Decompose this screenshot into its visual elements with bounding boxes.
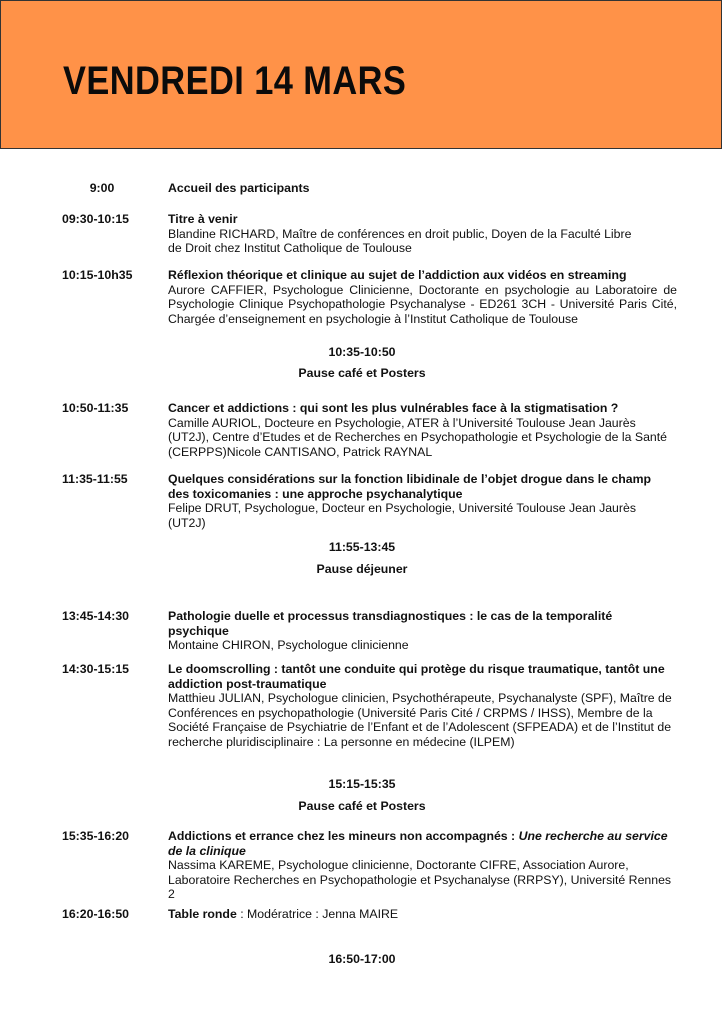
session-title: Accueil des participants [168,181,310,195]
session-time: 10:50-11:35 [62,401,129,415]
session-time: 09:30-10:15 [62,212,129,226]
session-title: Addictions et errance chez les mineurs non accompagnés : [168,829,519,843]
break-time: 11:55-13:45 [328,540,396,554]
break-time: 15:15-15:35 [328,777,396,791]
session-time: 9:00 [89,181,115,195]
session-title: Quelques considérations sur la fonction libidinale de l’objet drogue dans le champ des toxicomanies : une approche psychanalytique [168,472,652,501]
day-header [0,0,722,149]
break-time: 16:50-17:00 [328,952,396,966]
session-title-suffix: : Modératrice : Jenna MAIRE [236,907,399,921]
session-title: Pathologie duelle et processus transdiagnostiques : le cas de la temporalité psychique [168,609,613,638]
break-label: Pause café et Posters [298,799,426,813]
session-time: 13:45-14:30 [62,609,129,623]
session-title: Table ronde [168,907,237,921]
session-time: 14:30-15:15 [62,662,129,676]
session-speaker: Matthieu JULIAN, Psychologue clinicien, Psychothérapeute, Psychanalyste (SPF), Maître de Conférences en psychopathologie (Université Paris Cité / CRPMS / IHSS), Membre de la Société Française de Psychiatrie de l’Enfant et de l’Adolescent (SFPEADA) et de l’Institut de recherche pluridisciplinaire : La personne en médecine (ILPEM) [168,691,672,749]
session-speaker: Blandine RICHARD, Maître de conférences en droit public, Doyen de la Faculté Libre de Droit chez Institut Catholique de Toulouse [168,226,632,256]
session-speaker: Aurore CAFFIER, Psychologue Clinicienne, Doctorante en psychologie au Laboratoire de Psychologie Clinique Psychopathologie Psychanalyse - ED261 3CH - Université Paris Cité, Chargée d’enseignement en psychologie à l’Institut Catholique de Toulouse [168,282,677,326]
session-title: Réflexion théorique et clinique au sujet de l’addiction aux vidéos en streaming [168,268,627,282]
session-time: 11:35-11:55 [62,472,128,486]
break-label: Pause déjeuner [316,562,408,576]
day-title: VENDREDI 14 MARS [63,59,407,103]
session-title: Le doomscrolling : tantôt une conduite qui protège du risque traumatique, tantôt une addiction post-traumatique [168,662,665,691]
session-title-italic: Une recherche au service de la clinique [168,829,668,858]
session-speaker: Montaine CHIRON, Psychologue clinicienne [168,638,409,653]
break-label: Pause café et Posters [298,366,426,380]
session-speaker: Nassima KAREME, Psychologue clinicienne, Doctorante CIFRE, Association Aurore, Laboratoire Recherches en Psychopathologie et Psychanalyse (RRPSY), Université Rennes 2 [168,858,672,902]
session-title: Cancer et addictions : qui sont les plus vulnérables face à la stigmatisation ? [168,401,619,415]
session-time: 16:20-16:50 [62,907,129,921]
session-title: Titre à venir [168,212,238,226]
session-time: 10:15-10h35 [62,268,133,282]
session-speaker: Felipe DRUT, Psychologue, Docteur en Psychologie, Université Toulouse Jean Jaurès (UT2J) [168,501,636,530]
break-time: 10:35-10:50 [328,345,396,359]
session-time: 15:35-16:20 [62,829,129,843]
session-speaker: Camille AURIOL, Docteure en Psychologie, ATER à l’Université Toulouse Jean Jaurès (UT2J), Centre d’Etudes et de Recherches en Psychopathologie et Psychologie de la Santé (CERPPS)Nicole CANTISANO, Patrick RAYNAL [168,415,667,459]
